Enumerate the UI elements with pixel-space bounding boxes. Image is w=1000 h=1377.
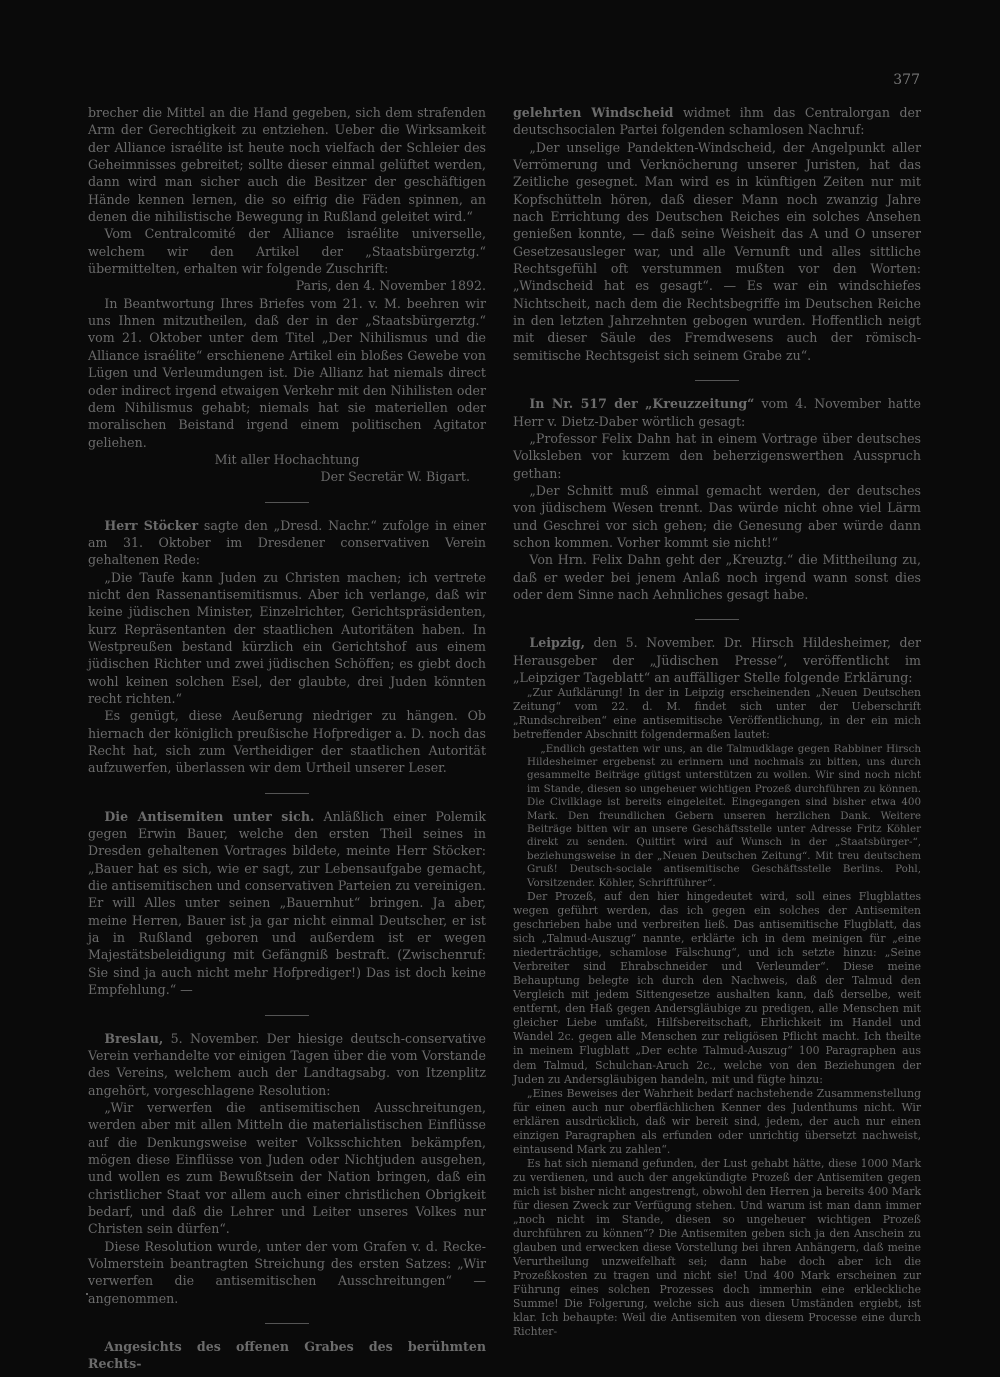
section-divider <box>265 502 309 503</box>
article-heading: gelehrten Windscheid <box>513 105 674 120</box>
article-heading: Leipzig, <box>529 635 585 651</box>
section-divider <box>695 619 739 620</box>
paragraph-text: Es genügt, diese Aeußerung niedriger zu hängen. Ob hiernach der königlich preußische Hofprediger a. D. noch das Recht hat, sich zum Vertheidiger der staatlichen Autorität aufzuwerfen, überlassen wir dem Urtheil unserer Leser. <box>88 708 486 776</box>
section-divider <box>265 1015 309 1016</box>
article-heading: Breslau, <box>104 1030 164 1046</box>
paragraph <box>513 686 921 742</box>
paragraph-text: „Zur Aufklärung! In der in Leipzig erscheinenden „Neuen Deutschen Zeitung“ vom 22. d. M. findet sich unter der Ueberschrift „Rundschreiben“ eine antisemitische Veröffentlichung, in der ein mich betreffender Abschnitt folgendermaßen lautet: <box>513 686 921 742</box>
paragraph <box>88 1338 486 1373</box>
paragraph-text: „Die Taufe kann Juden zu Christen machen; ich vertrete nicht den Rassenantisemitismus. Aber ich verlange, daß wir keine jüdischen Minister, Einzelrichter, Gerichtspräsidenten, kurz Repräsentanten der staatlichen Autoritäten haben. In Westpreußen bestand kürzlich ein Gerichtshof aus einem jüdischen Richter und zwei jüdischen Schöffen; es giebt doch wohl keinen solchen Esel, der glaubte, drei Juden könnten recht richten.“ <box>88 569 486 706</box>
left-column <box>88 104 486 1373</box>
section-divider <box>265 793 309 794</box>
paragraph-text: brecher die Mittel an die Hand gegeben, sich dem strafenden Arm der Gerechtigkeit zu entziehen. Ueber die Wirksamkeit der Alliance israélite ist heute noch vielfach der Schleier des Geheimnisses gebreitet; sollte dieser einmal gelüftet werden, dann wird man sicher auch die Besitzer der geschäftigen Hände kennen lernen, die so eifrig die Fäden spinnen, an denen die nihilistische Bewegung in Rußland geleitet wird.“ <box>88 105 486 225</box>
paragraph <box>513 1157 921 1340</box>
page-speck <box>86 1293 88 1295</box>
paragraph-text: widmet ihm das Centralorgan der deutschsocialen Partei folgenden schamlosen Nachruf: <box>513 105 921 138</box>
paragraph <box>88 569 486 708</box>
paragraph-text: Der Prozeß, auf den hier hingedeutet wird, soll eines Flugblattes wegen geführt werden, das ich gegen ein solches der Antisemiten geschrieben habe und verbreiten ließ. Das antisemitische Flugblatt, das sich „Talmud-Auszug“ nannte, erklärte ich in dem meinigen für „eine niederträchtige, schamlose Fälschung“, und ich setzte hinzu: „Seine Verbreiter sind Ehrabschneider und Verleumder“. Diese meine Behauptung belegte ich durch den Nachweis, daß der Talmud den Vergleich mit jedem Sittengesetze aushalten kann, daß derselbe, weit entfernt, den Haß gegen Andersgläubige zu predigen, alle Menschen mit gleicher Liebe umfaßt, Hilfsbereitschaft, Ehrlichkeit im Handel und Wandel 2c. gegen alle Menschen zur religiösen Pflicht macht. Ich theilte in meinem Flugblatt „Der echte Talmud-Auszug“ 100 Paragraphen aus dem Talmud, Schulchan-Aruch 2c., welche von den Beziehungen der Juden zu Andersgläubigen handeln, mit und fügte hinzu: <box>513 889 921 1086</box>
section-divider <box>695 380 739 381</box>
paragraph-text: Es hat sich niemand gefunden, der Lust gehabt hätte, diese 1000 Mark zu verdienen, und auch der angekündigte Prozeß der Antisemiten gegen mich ist bisher nicht angestrengt, obwohl den Herren ja bereits 400 Mark für diesen Zweck zur Verfügung stehen. Und warum ist man dann immer „noch nicht im Stande, diesen so ungeheuer wichtigen Prozeß durchführen zu können“? Die Antisemiten geben sich ja den Anschein zu glauben und erwecken diese Vorstellung bei ihren Anhängern, daß meine Verurtheilung unzweifelhaft sei; dann habe doch aber ich die Prozeßkosten zu tragen und nicht sie! Und 400 Mark erscheinen zur Führung eines solchen Prozesses doch immerhin eine erkleckliche Summe! Die Folgerung, welche sich aus diesen Umständen ergiebt, ist klar. Ich behaupte: Weil die Antisemiten von diesem Processe eine durch Richter- <box>513 1156 921 1339</box>
paragraph <box>88 104 486 225</box>
paragraph <box>88 517 486 569</box>
paragraph-text: Von Hrn. Felix Dahn geht der „Kreuztg.“ die Mittheilung zu, daß er weder bei jenem Anlaß noch irgend wann sonst dies oder dem Sinne nach Aehnliches gesagt habe. <box>513 552 921 602</box>
dateline <box>88 277 486 294</box>
paragraph <box>88 451 486 468</box>
article-heading: In Nr. 517 der „Kreuzzeitung“ <box>529 396 755 412</box>
paragraph-text: Diese Resolution wurde, unter der vom Grafen v. d. Recke-Volmerstein beantragten Streichung des ersten Satzes: „Wir verwerfen die antisemitischen Ausschreitungen“ — angenommen. <box>88 1238 486 1306</box>
paragraph-text: Anläßlich einer Polemik gegen Erwin Bauer, welche den ersten Theil seines in Dresden gehaltenen Vortrages bildete, meinte Herr Stöcker: „Bauer hat es sich, wie er sagt, zur Lebensaufgabe gemacht, die antisemitischen und conservativen Parteien zu vereinigen. Er will Alles unter seinen „Bauernhut“ bringen. Ja aber, meine Herren, Bauer ist ja gar nicht einmal Deutscher, er ist ja in Rußland geboren und außerdem ist er wegen Majestätsbeleidigung mit Gefängniß bestraft. (Zwischenruf: Sie sind ja auch nicht mehr Hofprediger!) Das ist doch keine Empfehlung.“ — <box>88 808 486 998</box>
paragraph-text: Paris, den 4. November 1892. <box>295 278 486 294</box>
paragraph-text: 5. November. Der hiesige deutsch-conservative Verein verhandelte vor einigen Tagen über die vom Vorstande des Vereins, welchem auch der Landtagsabg. von Itzenplitz angehört, vorgeschlagene Resolution: <box>88 1030 486 1098</box>
paragraph <box>88 1030 486 1099</box>
paragraph-text: „Professor Felix Dahn hat in einem Vortrage über deutsches Volksleben vor kurzem den beherzigenswerthen Ausspruch gethan: <box>513 430 921 481</box>
paragraph <box>88 1238 486 1307</box>
paragraph-text: Vom Centralcomité der Alliance israélite universelle, welchem wir den Artikel der „Staatsbürgerztg.“ übermittelten, erhalten wir folgende Zuschrift: <box>88 226 486 277</box>
paragraph <box>88 1099 486 1238</box>
paragraph-text: den 5. November. Dr. Hirsch Hildesheimer, der Herausgeber der „Jüdischen Presse“, veröffentlicht im „Leipziger Tageblatt“ an auffälliger Stelle folgende Erklärung: <box>513 635 921 685</box>
paragraph-text: „Der unselige Pandekten-Windscheid, der Angelpunkt aller Verrömerung und Verknöcherung unserer Juristen, hat das Zeitliche gesegnet. Man wird es in künftigen Zeiten nur mit Kopfschütteln hören, daß dieser Mann noch zwanzig Jahre nach Errichtung des Deutschen Reiches ein solches Ansehen genießen konnte, — daß seine Weisheit das A und O unserer Gesetzesausleger war, und alle Vernunft und alles sittliche Rechtsgefühl oft verstummen mußten vor den Worten: „Windscheid hat es gesagt“. — Es war ein windschiefes Nichtscheit, nach dem die Rechtsbegriffe im Deutschen Reiche in den letzten Jahrzehnten gebogen wurden. Hoffentlich neigt mit dieser Säule des Fremdwesens auch der römisch-semitische Rechtsgeist sich seinem Grabe zu“. <box>513 139 921 363</box>
paragraph <box>513 482 921 551</box>
paragraph <box>513 890 921 1087</box>
paragraph-text: „Der Schnitt muß einmal gemacht werden, der deutsches von jüdischem Wesen trennt. Das würde nicht ohne viel Lärm und Geschrei vor sich gehen; die Genesung aber würde dann schon kommen. Vorher kommt sie nicht!“ <box>513 482 921 550</box>
paragraph-text: „Eines Beweises der Wahrheit bedarf nachstehende Zusammenstellung für einen auch nur oberflächlichen Kenner des Judenthums nicht. Wir erklären ausdrücklich, daß wir bereit sind, jedem, der auch nur einen einzigen Paragraphen als erfunden oder unrichtig übersetzt nachweist, eintausend Mark zu zahlen“. <box>513 1086 921 1156</box>
article-heading: Herr Stöcker <box>104 517 199 533</box>
paragraph <box>513 395 921 430</box>
paragraph <box>88 808 486 999</box>
right-column <box>513 104 921 1339</box>
paragraph <box>513 551 921 603</box>
article-heading: Angesichts des offenen Grabes des berühmten Rechts- <box>88 1339 486 1372</box>
paragraph-text: Der Secretär W. Bigart. <box>320 469 470 485</box>
section-divider <box>265 1323 309 1324</box>
page-number: 377 <box>893 72 920 88</box>
paragraph <box>88 707 486 776</box>
paragraph-text: sagte den „Dresd. Nachr.“ zufolge in einer am 31. Oktober im Dresdener conservativen Verein gehaltenen Rede: <box>88 517 486 568</box>
paragraph <box>88 225 486 277</box>
paragraph <box>513 743 921 890</box>
paragraph <box>513 139 921 364</box>
paragraph-text: vom 4. November hatte Herr v. Dietz-Daber wörtlich gesagt: <box>513 396 921 429</box>
paragraph <box>513 634 921 686</box>
article-heading: Die Antisemiten unter sich. <box>104 808 315 824</box>
paragraph <box>513 430 921 482</box>
paragraph <box>513 1087 921 1157</box>
paragraph-text: „Wir verwerfen die antisemitischen Ausschreitungen, werden aber mit allen Mitteln die materialistischen Einflüsse auf die Denkungsweise weiter Volksschichten bekämpfen, mögen diese Einflüsse von Juden oder Nichtjuden ausgehen, und wollen es zum Bewußtsein der Nation bringen, daß ein christlicher Staat vor allem auch einer christlichen Obrigkeit bedarf, und daß die Lehrer und Leiter unseres Volkes nur Christen sein dürfen“. <box>88 1099 486 1237</box>
paragraph <box>513 104 921 139</box>
paragraph-text: In Beantwortung Ihres Briefes vom 21. v. M. beehren wir uns Ihnen mitzutheilen, daß der in der „Staatsbürgerztg.“ vom 21. Oktober unter dem Titel „Der Nihilismus und die Alliance israélite“ erschienene Artikel ein bloßes Gewebe von Lügen und Verleumdungen ist. Die Allianz hat niemals direct oder indirect irgend etwaigen Verkehr mit den Nihilisten oder dem Nihilismus gehabt; niemals hat sie materiellen oder moralischen Beistand irgend einem politischen Agitator geliehen. <box>88 295 486 450</box>
paragraph-text: Mit aller Hochachtung <box>214 451 360 467</box>
paragraph-text: „Endlich gestatten wir uns, an die Talmudklage gegen Rabbiner Hirsch Hildesheimer ergebenst zu erinnern und nochmals zu bitten, uns durch gesammelte Beiträge gütigst unterstützen zu wollen. Wir sind noch nicht im Stande, diesen so ungeheuer wichtigen Prozeß durchführen zu können. Die Civilklage ist bereits eingeleitet. Eingegangen sind bisher etwa 400 Mark. Den freundlichen Gebern unseren herzlichen Dank. Weitere Beiträge bitten wir an unsere Geschäftsstelle unter Adresse Fritz Köhler direkt zu senden. Quittirt wird auf Wunsch in der „Staatsbürger-“, beziehungsweise in der „Neuen Deutschen Zeitung“. Mit treu deutschem Gruß! Deutsch-sociale antisemitische Geschäftsstelle Berlins. Pohl, Vorsitzender. Köhler, Schriftführer“. <box>527 742 921 889</box>
signature <box>88 468 486 485</box>
paragraph <box>88 295 486 451</box>
